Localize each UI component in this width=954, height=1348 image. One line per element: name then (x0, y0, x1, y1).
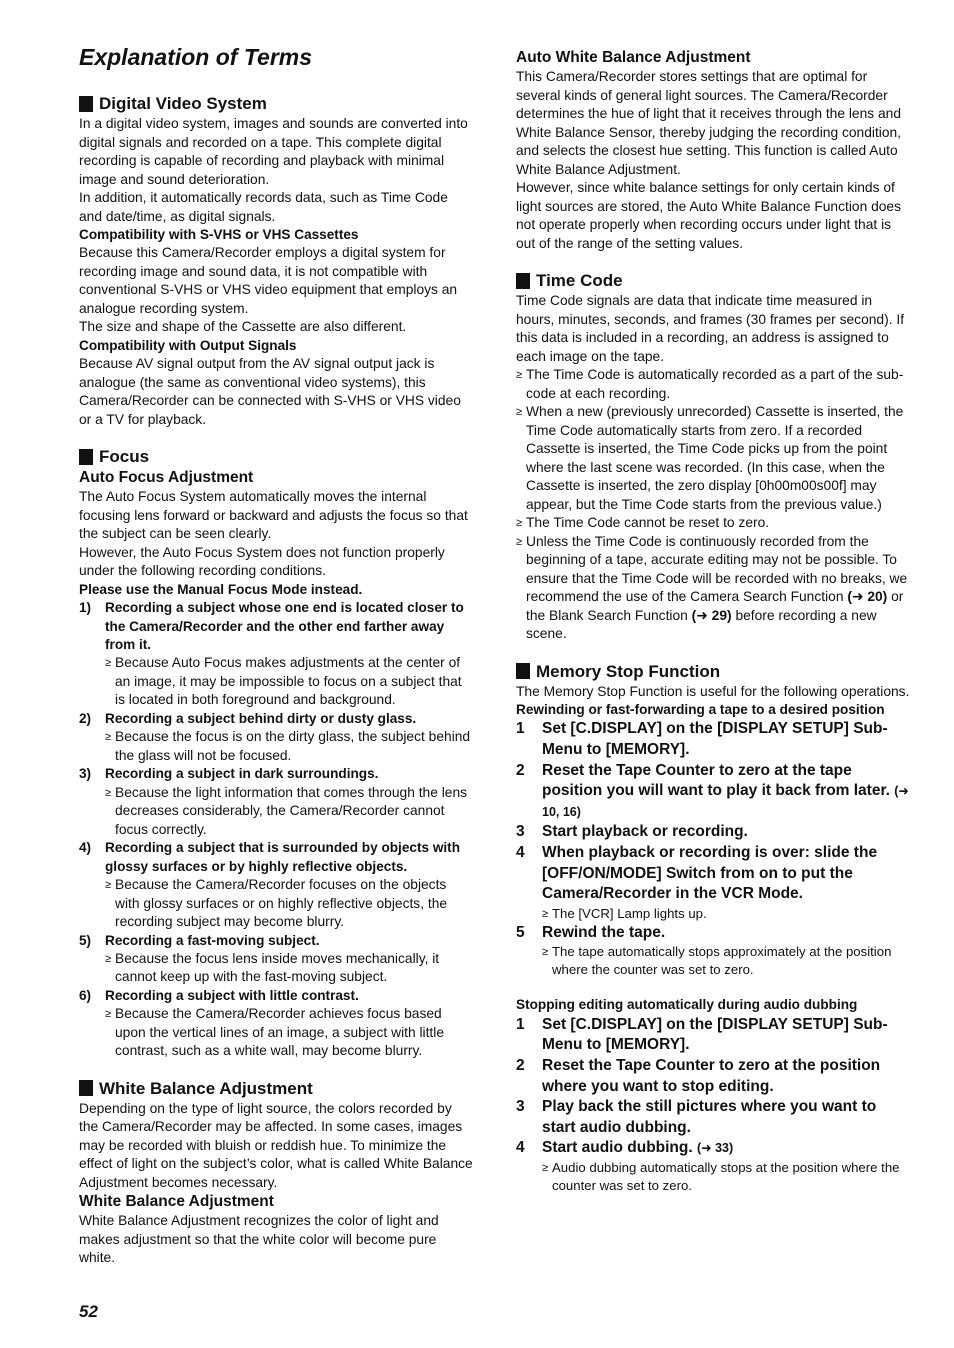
item-number: 3) (79, 766, 92, 782)
step-number: 1 (516, 720, 525, 738)
list-item: ≥ The Time Code cannot be reset to zero. (516, 514, 912, 533)
subheading-auto-focus: Auto Focus Adjustment (79, 469, 254, 487)
item-title: Recording a subject whose one end is located closer to the Camera/Recorder and the other end farther away from it. (105, 600, 464, 653)
paragraph: Because AV signal output from the AV signal output jack is analogue (the same as conventional video systems), this Camera/Recorder can be connected with S-VHS or VHS video or a TV for playback. (79, 356, 461, 427)
note-text: The tape automatically stops approximately at the position where the counter was set to zero. (552, 944, 892, 978)
step-item (516, 719, 912, 760)
paragraph: In a digital video system, images and sounds are converted into digital signals and recorded on a tape. This complete digital recording is capable of recording and playback with minimal image and sound deterioration. (79, 116, 468, 187)
manual-focus-note: Please use the Manual Focus Mode instead. (79, 581, 363, 597)
item-note (79, 728, 473, 765)
item-number: 1) (79, 600, 92, 616)
step-note (516, 905, 912, 923)
section-heading-focus: Focus (79, 446, 473, 467)
subheading-compat-output: Compatibility with Output Signals (79, 337, 297, 353)
bullet-icon: ≥ (105, 657, 112, 670)
subheading-compat-svhs: Compatibility with S-VHS or VHS Cassettes (79, 227, 359, 242)
list-item: ≥ Unless the Time Code is continuously recorded from the beginning of a tape, accurate editing may not be possible. To ensure that the Time Code will be recorded with no breaks, we recommend the use of the Camera Search Function (➜ 20) or the Blank Search Function (➜ 29) before recording a new scene. (516, 533, 912, 644)
step-text: Set [C.DISPLAY] on the [DISPLAY SETUP] Sub-Menu to [MEMORY]. (542, 720, 888, 758)
paragraph: However, since white balance settings for only certain kinds of light sources are stored, the Auto White Balance Function does not operate properly when recording occurs under light that is out of the range of the setting values. (516, 180, 901, 251)
page-reference: (➜ 33) (697, 1141, 734, 1156)
step-text: Start audio dubbing. (➜ 33) (542, 1139, 734, 1157)
page-number: 52 (79, 1302, 98, 1321)
step-number: 5 (516, 923, 525, 941)
step-number: 3 (516, 823, 525, 841)
list-item (542, 905, 912, 923)
item-title: Recording a subject behind dirty or dusty glass. (105, 710, 417, 726)
item-title: Recording a subject with little contrast. (105, 987, 359, 1003)
step-text: Reset the Tape Counter to zero at the position where you want to stop editing. (542, 1056, 881, 1095)
note-text: Because the focus lens inside moves mechanically, it cannot keep up with the fast-moving subject. (115, 950, 440, 985)
left-column (79, 93, 473, 1268)
list-item (542, 943, 912, 979)
list-item (79, 839, 473, 876)
item-number: 2) (79, 710, 92, 726)
step-number: 2 (516, 761, 525, 779)
paragraph: This Camera/Recorder stores settings that are optimal for several kinds of general light sources. The Camera/Recorder determines the hue of light that it receives through the lens and White Balance Sensor, thereby judging the recording condition, and selects the closest hue setting. This function is called Auto White Balance Adjustment. (516, 69, 902, 177)
section-square-icon (79, 96, 93, 112)
step-text: Rewind the tape. (542, 923, 666, 941)
bullet-icon: ≥ (542, 1161, 549, 1174)
note-text: Because Auto Focus makes adjustments at the center of an image, it may be impossible to focus on a subject that is located in both foreground and background. (115, 655, 462, 708)
paragraph: The Auto Focus System automatically moves the internal focusing lens forward or backward and adjusts the focus so that the subject can be seen clearly. (79, 489, 468, 542)
steps-list-audio-dubbing (516, 1015, 912, 1195)
section-heading-white-balance: White Balance Adjustment (79, 1078, 473, 1099)
item-note (79, 1005, 473, 1061)
item-note (79, 876, 473, 932)
step-number: 3 (516, 1098, 525, 1116)
step-text: Start playback or recording. (542, 823, 748, 841)
subheading-auto-white-balance: Auto White Balance Adjustment (516, 49, 751, 66)
note-text: Because the Camera/Recorder achieves focus based upon the vertical lines of an image, a subject with little contrast, such as a white wall, may become blurry. (115, 1006, 445, 1059)
list-item: ≥ The Time Code is automatically recorded as a part of the sub-code at each recording. (516, 366, 912, 403)
step-item (516, 843, 912, 905)
paragraph: Time Code signals are data that indicate time measured in hours, minutes, seconds, and frames (30 frames per second). If this data is included in a recording, an address is assigned to each image on the tape. (516, 293, 905, 364)
subheading-rewinding: Rewinding or fast-forwarding a tape to a desired position (516, 702, 885, 717)
page-reference: (➜ 20) (847, 589, 888, 604)
bullet-icon: ≥ (542, 946, 549, 959)
bullet-icon: ≥ (105, 731, 112, 744)
paragraph: Depending on the type of light source, the colors recorded by the Camera/Recorder may be affected. In some cases, images may be recorded with bluish or reddish hue. To minimize the effect of light on the subject’s color, what is called White Balance Adjustment becomes necessary. (79, 1100, 473, 1190)
list-item (79, 710, 473, 728)
step-item (516, 923, 912, 944)
list-item (79, 932, 473, 950)
item-title: Recording a subject that is surrounded by objects with glossy surfaces or by highly reflective objects. (105, 840, 460, 874)
note-text: Audio dubbing automatically stops at the position where the counter was set to zero. (552, 1159, 900, 1193)
note-text: Because the focus is on the dirty glass, the subject behind the glass will not be focused. (115, 729, 471, 763)
list-item (542, 1159, 912, 1195)
paragraph: In addition, it automatically records data, such as Time Code and date/time, as digital signals. (79, 190, 448, 224)
paragraph: However, the Auto Focus System does not function properly under the following recording conditions. (79, 544, 445, 579)
step-number: 4 (516, 1139, 525, 1157)
list-item (79, 599, 473, 654)
focus-conditions-list (79, 599, 473, 1061)
paragraph: White Balance Adjustment recognizes the color of light and makes adjustment so that the white color will become pure white. (79, 1213, 439, 1266)
section-heading-digital-video-system: Digital Video System (79, 93, 473, 114)
step-number: 2 (516, 1056, 525, 1074)
item-title: Recording a fast-moving subject. (105, 932, 320, 948)
bullet-icon: ≥ (105, 1008, 112, 1021)
item-note (79, 654, 473, 710)
step-item (516, 1056, 912, 1097)
bullet-icon: ≥ (516, 535, 523, 548)
section-heading-time-code: Time Code (516, 270, 912, 291)
page-reference: (➜ 10, 16) (542, 784, 909, 819)
step-text: When playback or recording is over: slide the [OFF/ON/MODE] Switch from on to put the Camera/Recorder in the VCR Mode. (542, 843, 878, 903)
step-text: Reset the Tape Counter to zero at the tape position you will want to play it back from later. (➜ 10, 16) (542, 761, 909, 819)
step-item (516, 1097, 912, 1138)
list-item (79, 765, 473, 783)
bullet-icon: ≥ (105, 952, 112, 965)
paragraph: The size and shape of the Cassette are also different. (79, 319, 407, 335)
paragraph: Because this Camera/Recorder employs a digital system for recording image and sound data, it is not compatible with conventional S-VHS or VHS video equipment that employs an analogue recording system. (79, 245, 458, 316)
step-number: 1 (516, 1015, 525, 1033)
section-square-icon (79, 1080, 93, 1096)
page-title: Explanation of Terms (79, 44, 313, 70)
page-reference: (➜ 29) (691, 607, 732, 623)
bullet-icon: ≥ (542, 907, 549, 920)
note-text: The [VCR] Lamp lights up. (552, 905, 707, 921)
bullet-icon: ≥ (516, 369, 523, 381)
section-heading-memory-stop: Memory Stop Function (516, 661, 912, 682)
section-square-icon (79, 449, 93, 465)
item-note (79, 950, 473, 987)
item-number: 5) (79, 932, 92, 948)
list-item (79, 987, 473, 1005)
bullet-icon: ≥ (516, 406, 523, 418)
item-title: Recording a subject in dark surroundings. (105, 766, 379, 782)
step-item (516, 761, 912, 823)
item-number: 6) (79, 987, 92, 1003)
paragraph: The Memory Stop Function is useful for the following operations. (516, 683, 910, 699)
bullet-icon: ≥ (105, 786, 112, 799)
right-column (516, 48, 912, 1195)
step-text: Set [C.DISPLAY] on the [DISPLAY SETUP] Sub-Menu to [MEMORY]. (542, 1015, 888, 1054)
step-note (516, 943, 912, 979)
section-square-icon (516, 663, 530, 679)
subheading-audio-dubbing: Stopping editing automatically during audio dubbing (516, 997, 858, 1013)
item-number: 4) (79, 840, 92, 856)
section-square-icon (516, 273, 530, 289)
steps-list-rewinding (516, 719, 912, 979)
step-item (516, 1015, 912, 1056)
note-text: Because the light information that comes through the lens decreases considerably, the Camera/Recorder cannot focus correctly. (115, 784, 468, 837)
bullet-icon: ≥ (516, 517, 523, 529)
step-item (516, 1138, 912, 1159)
step-text: Play back the still pictures where you want to start audio dubbing. (542, 1098, 877, 1136)
step-note (516, 1159, 912, 1195)
bullet-icon: ≥ (105, 879, 112, 892)
subheading-white-balance: White Balance Adjustment (79, 1193, 274, 1211)
list-item: ≥ When a new (previously unrecorded) Cassette is inserted, the Time Code automatically starts from zero. If a recorded Cassette is inserted, the Time Code picks up from the point where the last scene was recorded. (In this case, when the Cassette is inserted, the zero display [0h00m00s00f] may appear, but the Time Code starts from the previous value.) (516, 403, 912, 514)
note-text: Because the Camera/Recorder focuses on the objects with glossy surfaces or on highly reflective objects, the recording subject may become blurry. (115, 877, 448, 930)
step-number: 4 (516, 843, 525, 861)
item-note (79, 784, 473, 840)
step-item (516, 822, 912, 843)
